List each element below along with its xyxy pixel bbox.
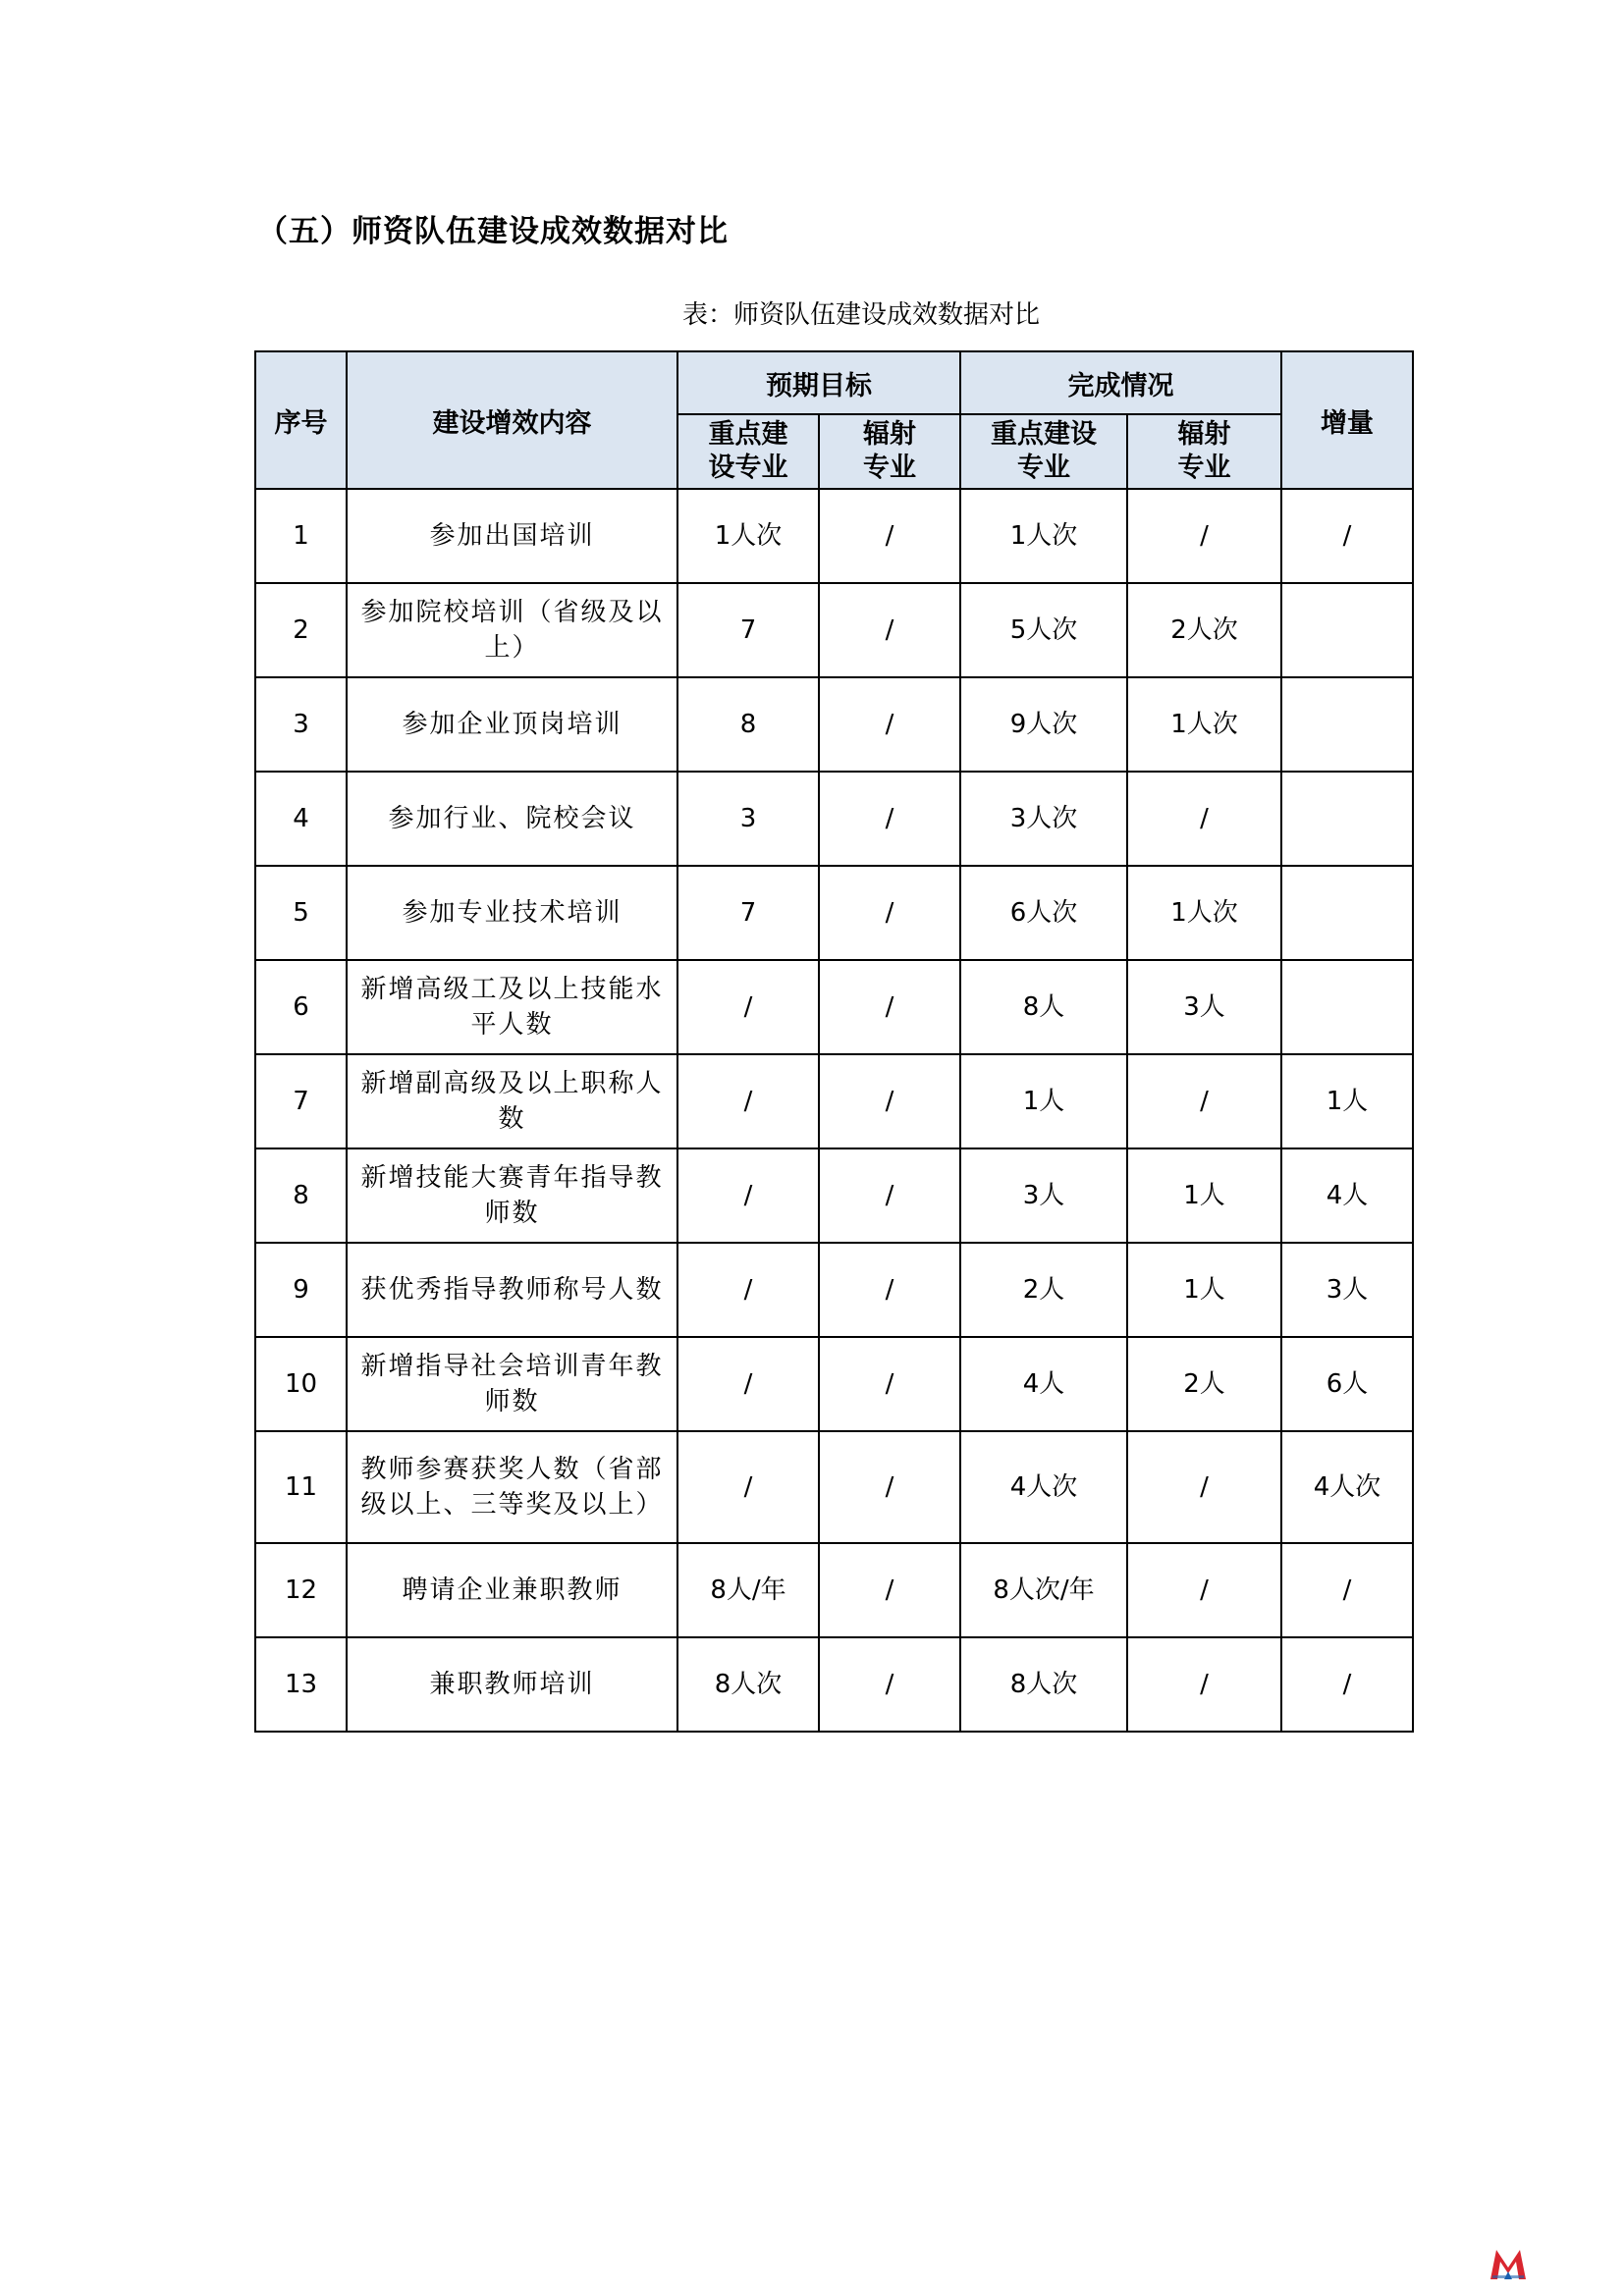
cell-seq: 12 [255, 1543, 347, 1637]
cell-expected-key: 3 [677, 772, 819, 866]
cell-expected-radiation: / [819, 677, 960, 772]
cell-expected-key: / [677, 1054, 819, 1148]
cell-expected-radiation: / [819, 1431, 960, 1543]
cell-expected-key: 8人次 [677, 1637, 819, 1732]
cell-expected-key: 1人次 [677, 489, 819, 583]
header-completed-radiation: 辐射专业 [1127, 414, 1281, 489]
table-caption: 表：师资队伍建设成效数据对比 [681, 300, 1040, 330]
table-row [255, 1431, 1413, 1543]
cell-expected-radiation: / [819, 1148, 960, 1243]
table-row [255, 489, 1413, 583]
cell-content: 获优秀指导教师称号人数 [347, 1243, 677, 1337]
cell-completed-key: 8人次/年 [960, 1543, 1127, 1637]
table-row [255, 677, 1413, 772]
cell-increment [1281, 677, 1413, 772]
cell-completed-radiation: / [1127, 1431, 1281, 1543]
cell-completed-radiation: / [1127, 772, 1281, 866]
table-row [255, 1337, 1413, 1431]
cell-expected-radiation: / [819, 1243, 960, 1337]
cell-completed-key: 8人 [960, 960, 1127, 1054]
cell-expected-radiation: / [819, 1543, 960, 1637]
cell-increment: / [1281, 1543, 1413, 1637]
cell-expected-radiation: / [819, 1637, 960, 1732]
cell-increment: 1人 [1281, 1054, 1413, 1148]
cell-seq: 8 [255, 1148, 347, 1243]
cell-content: 参加出国培训 [347, 489, 677, 583]
cell-seq: 3 [255, 677, 347, 772]
cell-content: 参加行业、院校会议 [347, 772, 677, 866]
cell-completed-key: 1人次 [960, 489, 1127, 583]
cell-completed-radiation: / [1127, 1543, 1281, 1637]
cell-completed-radiation: 1人次 [1127, 677, 1281, 772]
cell-increment [1281, 866, 1413, 960]
cell-expected-key: 7 [677, 583, 819, 677]
cell-content: 参加专业技术培训 [347, 866, 677, 960]
cell-expected-key: / [677, 1243, 819, 1337]
cell-completed-key: 3人次 [960, 772, 1127, 866]
cell-increment: / [1281, 1637, 1413, 1732]
cell-completed-radiation: 1人 [1127, 1243, 1281, 1337]
cell-expected-key: 8 [677, 677, 819, 772]
cell-completed-key: 9人次 [960, 677, 1127, 772]
cell-completed-key: 5人次 [960, 583, 1127, 677]
cell-expected-radiation: / [819, 1054, 960, 1148]
table-row [255, 1148, 1413, 1243]
cell-completed-key: 2人 [960, 1243, 1127, 1337]
cell-completed-key: 4人次 [960, 1431, 1127, 1543]
cell-content: 新增副高级及以上职称人数 [347, 1054, 677, 1148]
cell-completed-key: 1人 [960, 1054, 1127, 1148]
table-row [255, 1543, 1413, 1637]
cell-expected-radiation: / [819, 489, 960, 583]
cell-completed-radiation: 2人次 [1127, 583, 1281, 677]
cell-increment [1281, 772, 1413, 866]
table-row [255, 772, 1413, 866]
teacher-data-table [254, 350, 1414, 1733]
cell-completed-key: 3人 [960, 1148, 1127, 1243]
table-row [255, 1637, 1413, 1732]
cell-content: 新增指导社会培训青年教师数 [347, 1337, 677, 1431]
table-body [255, 489, 1413, 1732]
cell-completed-radiation: / [1127, 1054, 1281, 1148]
cell-content: 新增高级工及以上技能水平人数 [347, 960, 677, 1054]
cell-seq: 2 [255, 583, 347, 677]
cell-seq: 11 [255, 1431, 347, 1543]
cell-increment [1281, 960, 1413, 1054]
cell-increment: 3人 [1281, 1243, 1413, 1337]
cell-seq: 6 [255, 960, 347, 1054]
table-row [255, 1243, 1413, 1337]
corner-logo-icon [1489, 2246, 1528, 2281]
cell-completed-radiation: 3人 [1127, 960, 1281, 1054]
cell-increment: 4人次 [1281, 1431, 1413, 1543]
cell-expected-key: / [677, 1148, 819, 1243]
cell-completed-radiation: / [1127, 1637, 1281, 1732]
cell-seq: 4 [255, 772, 347, 866]
cell-seq: 1 [255, 489, 347, 583]
cell-content: 教师参赛获奖人数（省部级以上、三等奖及以上） [347, 1431, 677, 1543]
cell-completed-radiation: / [1127, 489, 1281, 583]
header-increment: 增量 [1281, 351, 1413, 489]
cell-expected-radiation: / [819, 583, 960, 677]
table-row [255, 583, 1413, 677]
cell-expected-key: 7 [677, 866, 819, 960]
cell-expected-radiation: / [819, 866, 960, 960]
header-completed-key: 重点建设专业 [960, 414, 1127, 489]
cell-expected-radiation: / [819, 772, 960, 866]
cell-expected-key: / [677, 1431, 819, 1543]
cell-seq: 7 [255, 1054, 347, 1148]
section-heading: （五）师资队伍建设成效数据对比 [257, 214, 729, 249]
cell-expected-key: / [677, 1337, 819, 1431]
cell-increment [1281, 583, 1413, 677]
header-expected-radiation: 辐射专业 [819, 414, 960, 489]
table-row [255, 960, 1413, 1054]
cell-content: 参加企业顶岗培训 [347, 677, 677, 772]
header-seq: 序号 [255, 351, 347, 489]
cell-completed-radiation: 1人 [1127, 1148, 1281, 1243]
header-expected-key: 重点建设专业 [677, 414, 819, 489]
cell-increment: 6人 [1281, 1337, 1413, 1431]
cell-content: 兼职教师培训 [347, 1637, 677, 1732]
cell-expected-radiation: / [819, 960, 960, 1054]
cell-content: 聘请企业兼职教师 [347, 1543, 677, 1637]
cell-seq: 13 [255, 1637, 347, 1732]
cell-increment: / [1281, 489, 1413, 583]
cell-increment: 4人 [1281, 1148, 1413, 1243]
header-completed: 完成情况 [960, 351, 1281, 414]
cell-content: 参加院校培训（省级及以上） [347, 583, 677, 677]
cell-seq: 9 [255, 1243, 347, 1337]
cell-seq: 10 [255, 1337, 347, 1431]
cell-seq: 5 [255, 866, 347, 960]
cell-completed-radiation: 1人次 [1127, 866, 1281, 960]
cell-completed-key: 8人次 [960, 1637, 1127, 1732]
cell-expected-key: 8人/年 [677, 1543, 819, 1637]
table-row [255, 866, 1413, 960]
cell-completed-key: 4人 [960, 1337, 1127, 1431]
cell-completed-radiation: 2人 [1127, 1337, 1281, 1431]
cell-content: 新增技能大赛青年指导教师数 [347, 1148, 677, 1243]
header-expected: 预期目标 [677, 351, 960, 414]
cell-expected-radiation: / [819, 1337, 960, 1431]
header-content: 建设增效内容 [347, 351, 677, 489]
cell-expected-key: / [677, 960, 819, 1054]
table-row [255, 1054, 1413, 1148]
cell-completed-key: 6人次 [960, 866, 1127, 960]
